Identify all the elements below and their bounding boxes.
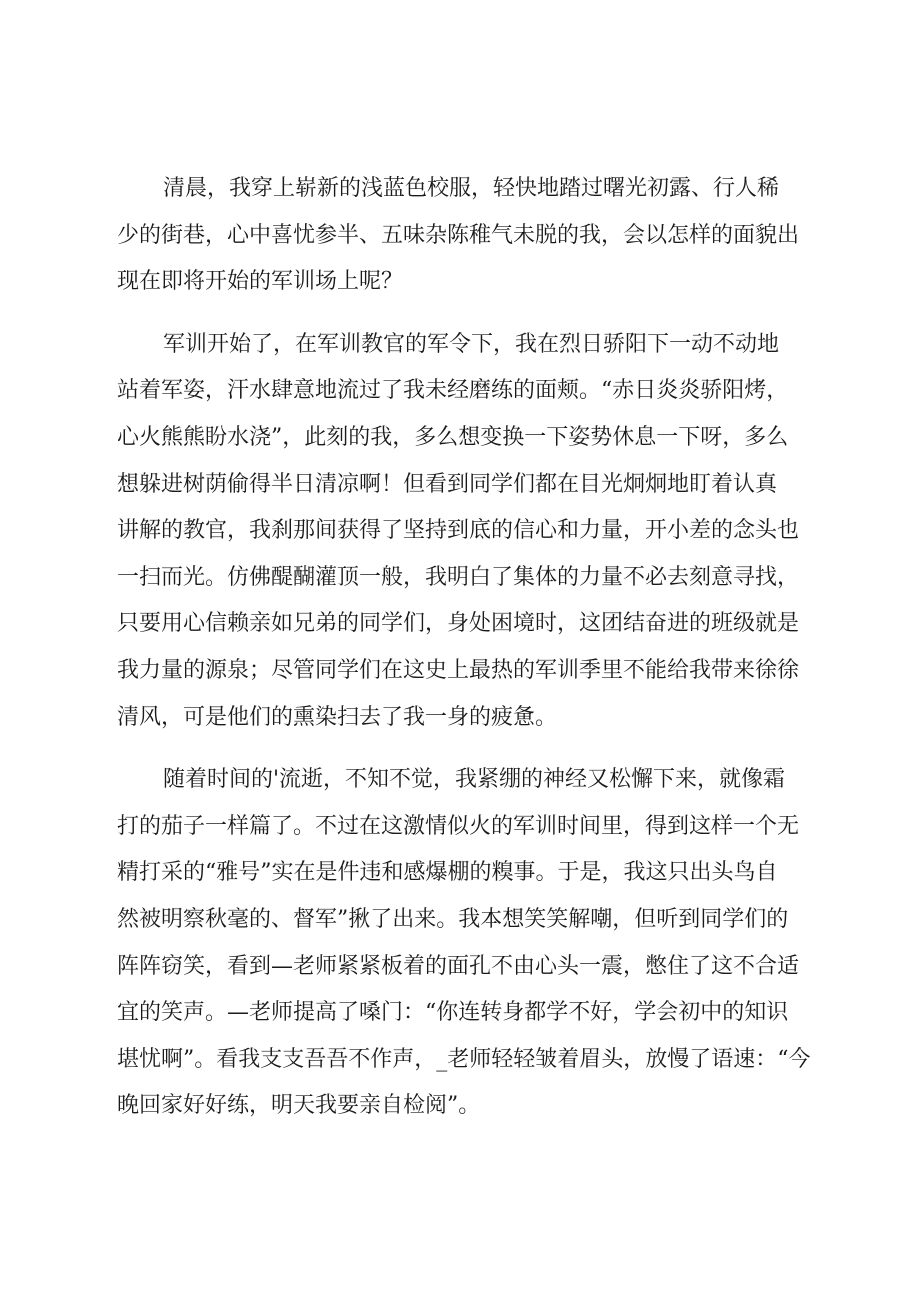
paragraph-line: 随着时间的'流逝，不知不觉，我紧绷的神经又松懈下来，就像霜 [163, 767, 786, 793]
paragraph-line: 心火熊熊盼水浇”，此刻的我，多么想变换一下姿势休息一下呀，多么 [117, 424, 789, 450]
paragraph-line: 军训开始了，在军训教官的军令下，我在烈日骄阳下一动不动地 [163, 331, 780, 357]
paragraph-line: 讲解的教官，我刹那间获得了坚持到底的信心和力量，开小差的念头也 [117, 518, 800, 544]
paragraph-line: 然被明察秋毫的、督军”揪了出来。我本想笑笑解嘲，但听到同学们的 [117, 906, 789, 932]
paragraph-line: 堪忧啊”。看我支支吾吾不作声，_老师轻轻皱着眉头，放慢了语速：“今 [117, 1046, 811, 1072]
paragraph-line: 我力量的源泉；尽管同学们在这史上最热的军训季里不能给我带来徐徐 [117, 657, 800, 683]
paragraph-line: 清风，可是他们的熏染扫去了我一身的疲惫。 [117, 704, 558, 730]
document-body [117, 166, 829, 1146]
paragraph-line: 清晨，我穿上崭新的浅蓝色校服，轻快地踏过曙光初露、行人稀 [163, 176, 780, 201]
paragraph-line: 阵阵窃笑，看到—老师紧紧板着的面孔不由心头一震，憋住了这不合适 [117, 953, 800, 979]
paragraph-line: 现在即将开始的军训场上呢？ [117, 269, 404, 295]
paragraph-line: 只要用心信赖亲如兄弟的同学们，身处困境时，这团结奋进的班级就是 [117, 611, 800, 637]
paragraph-line: 打的茄子一样篇了。不过在这激情似火的军训时间里，得到这样一个无 [117, 813, 800, 839]
paragraph-line: 晚回家好好练，明天我要亲自检阅”。 [117, 1093, 481, 1119]
paragraph-line: 宜的笑声。—老师提高了嗓门：“你连转身都学不好，学会初中的知识 [117, 1000, 789, 1026]
paragraph-line: 站着军姿，汗水肆意地流过了我未经磨练的面颊。“赤日炎炎骄阳烤， [117, 378, 789, 404]
paragraph-1 [117, 166, 829, 306]
paragraph-line: 想躲进树荫偷得半日清凉啊！但看到同学们都在目光炯炯地盯着认真 [117, 471, 778, 497]
paragraph-line: 少的街巷，心中喜忧参半、五味杂陈稚气未脱的我，会以怎样的面貌出 [117, 222, 800, 248]
paragraph-3 [117, 757, 829, 1130]
paragraph-line: 精打采的“雅号”实在是件违和感爆棚的糗事。于是，我这只出头鸟自 [117, 860, 778, 886]
paragraph-line: 一扫而光。仿佛醍醐灌顶一般，我明白了集体的力量不必去刻意寻找， [117, 564, 800, 590]
paragraph-2 [117, 322, 829, 741]
